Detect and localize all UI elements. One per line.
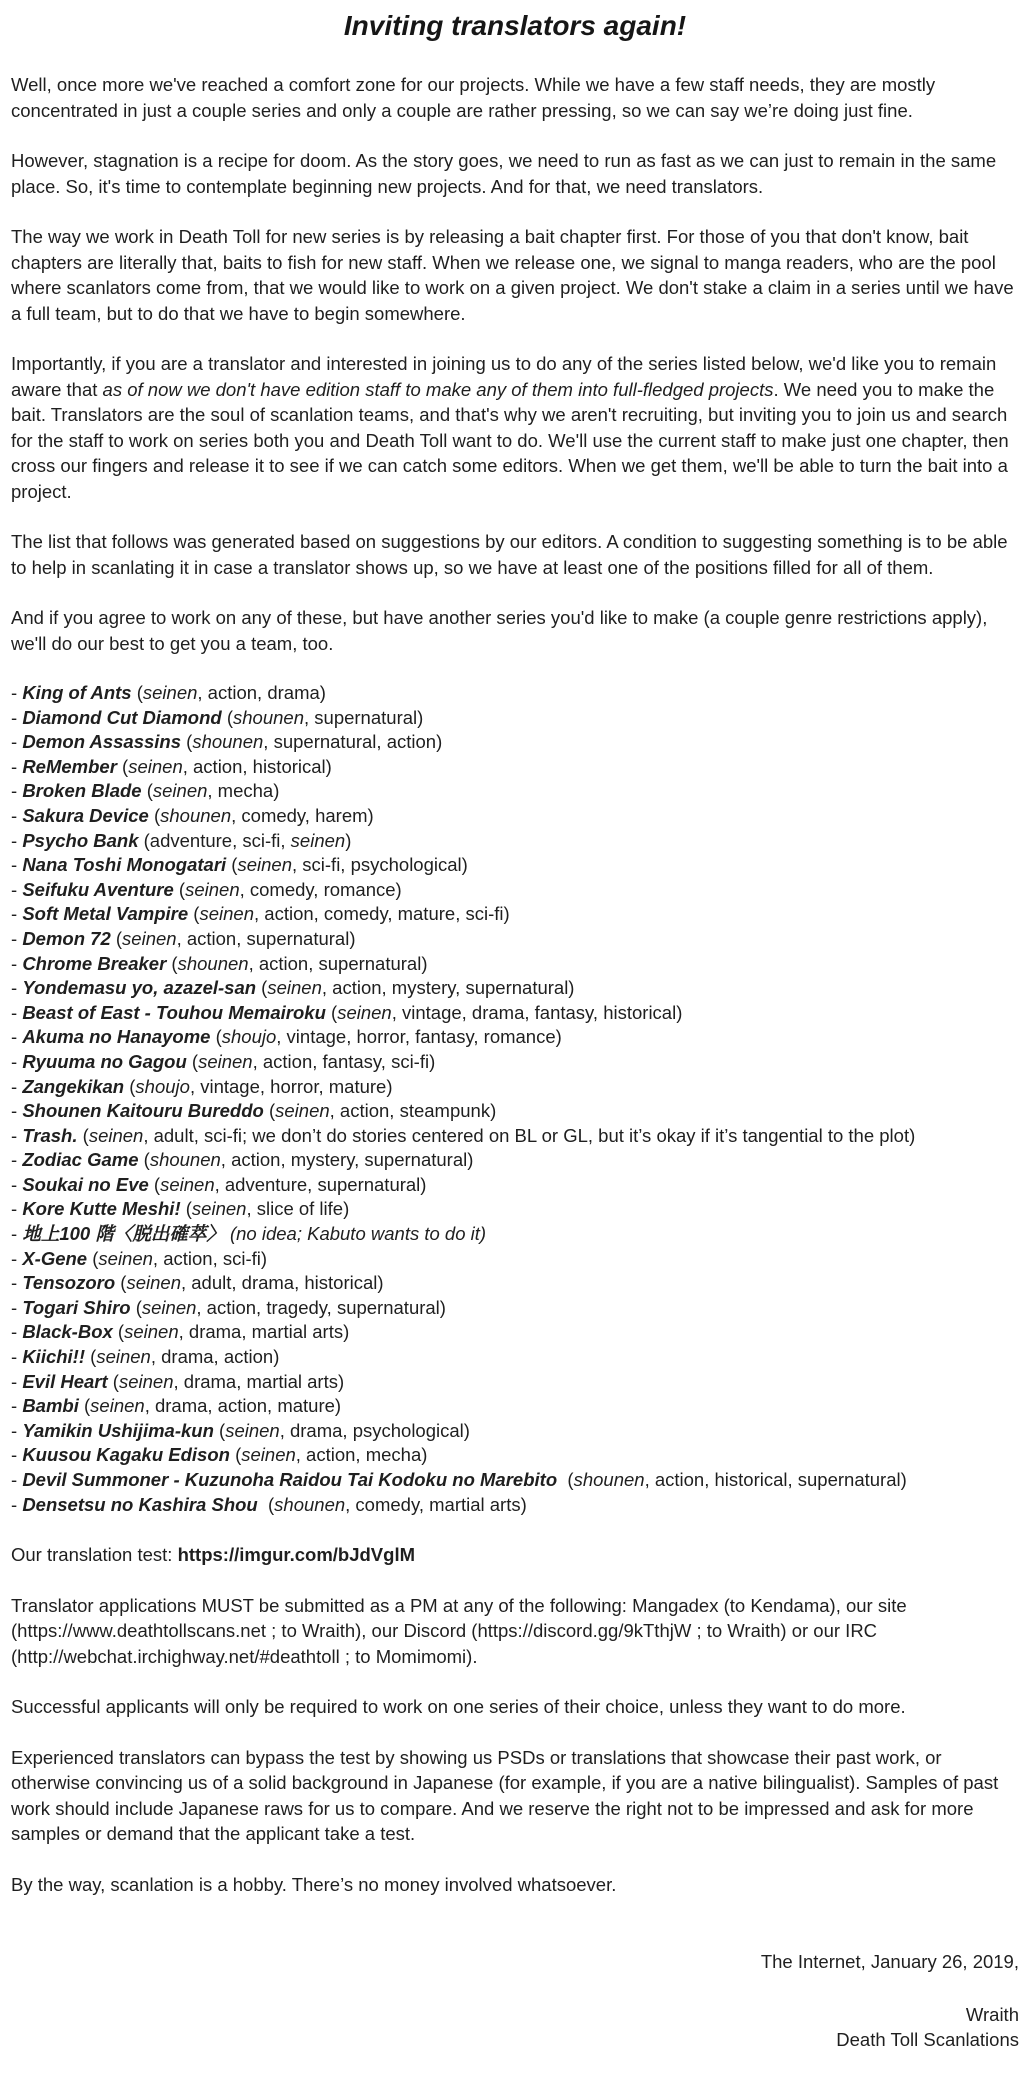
text-segment: seinen [118,1370,174,1392]
series-title: Demon 72 [22,927,111,949]
text-segment: seinen [98,1247,153,1269]
text-segment: seinen [290,829,346,851]
text-segment: - [11,1346,23,1368]
text-segment: ( [210,1026,222,1048]
series-item [11,1271,1019,1296]
text-segment: ( [263,1100,276,1122]
text-segment: , drama, action, mature) [144,1395,342,1417]
text-segment: ( [148,804,161,826]
text-segment: - [11,1296,23,1318]
series-title: ReMember [22,755,117,777]
text-segment: Experienced translators can bypass the test by showing us PSDs or translations that showcase their past work, or otherwise convincing us of a solid background in Japanese (for example, if you are a native bilingualist). Samples of past work should include Japanese raws for us to compare. And we reserve the right not to be impressed and ask for more samples or demand that the applicant take a test. [11,1746,1004,1845]
text-segment: seinen [126,1272,181,1294]
text-segment: seinen [237,854,292,876]
series-item [11,1197,1019,1222]
text-segment: ( [148,1173,161,1195]
series-title: Nana Toshi Monogatari [22,854,227,876]
text-segment: ( [115,1272,127,1294]
text-segment: shounen [233,706,304,728]
text-segment: Translator applications MUST be submitted as a PM at any of the following: Mangadex (to Kendama), our site (https://www.deathtollscans.net ; to Wraith), our Discord (https://discord.gg/9kTthjW ; to Wraith) or our IRC (http://webchat.irchighway.net/#deathtoll ; to Momimomi). [11,1594,912,1667]
text-segment: , mecha) [207,780,280,802]
text-segment: - [11,1419,23,1441]
series-item [11,1296,1019,1321]
text-segment: ( [141,780,153,802]
series-item [11,902,1019,927]
series-title: Kore Kutte Meshi! [22,1198,181,1220]
text-segment: - [11,706,23,728]
text-segment: shounen [573,1469,645,1490]
text-segment: ( [124,1075,136,1097]
paragraph-hobby [11,1872,1019,1898]
paragraph-other-series [11,605,1019,656]
text-segment: , drama, martial arts) [178,1321,350,1343]
text-segment: shoujo [221,1026,277,1048]
text-segment: , vintage, horror, mature) [189,1075,393,1097]
series-title: Densetsu no Kashira Shou [22,1493,258,1515]
text-segment: shounen [149,1149,221,1171]
text-segment: - [11,952,23,974]
text-segment: - [11,804,23,826]
text-segment: , action, mecha) [295,1444,428,1466]
text-segment: , adventure, supernatural) [214,1173,427,1195]
series-item [11,952,1019,977]
text-segment: , supernatural, action) [263,731,443,753]
series-item [11,804,1019,829]
text-segment: ( [181,731,193,753]
series-title: Zangekikan [22,1075,125,1097]
series-title: Chrome Breaker [22,952,167,974]
series-item [11,755,1019,780]
text-segment: as of now we don't have edition staff to make any of them into full-fledged projects [102,378,774,400]
series-item [11,1419,1019,1444]
series-title: Yamikin Ushijima-kun [22,1419,214,1441]
series-title: Black-Box [22,1321,113,1343]
paragraph-importantly [11,351,1019,504]
text-segment: seinen [128,755,183,777]
text-segment: shounen [274,1493,346,1515]
text-segment: - [11,1370,23,1392]
series-title: Zodiac Game [22,1149,139,1171]
series-title: Bambi [22,1395,79,1417]
paragraph-bait-chapter [11,224,1019,326]
text-segment: , slice of life) [246,1198,350,1220]
series-item [11,1148,1019,1173]
text-segment: The way we work in Death Toll for new series is by releasing a bait chapter first. For those of you that don't know, bait chapters are literally that, baits to fish for new staff. When we release one, we signal to manga readers, who are the pool where scanlators come from, that we would like to work on a given project. We don't stake a claim in a series until we have a full team, but to do that we have to begin somewhere. [11,226,1019,324]
page-title: Inviting translators again! [343,10,687,41]
text-segment: Well, once more we've reached a comfort zone for our projects. While we have a few staff needs, they are mostly concentrated in just a couple series and only a couple are rather pressing, so we can say we’re doing just fine. [11,74,941,121]
series-title: Kuusou Kagaku Edison [22,1444,230,1466]
series-title: Devil Summoner - Kuzunoha Raidou Tai Kodoku no Marebito [22,1469,558,1490]
text-segment: seinen [185,878,240,900]
series-item [11,1247,1019,1272]
text-segment: Our translation test: [11,1544,178,1566]
series-title: Akuma no Hanayome [22,1026,211,1048]
text-segment: ( [77,1124,89,1146]
signature-group: Death Toll Scanlations [836,2029,1019,2051]
text-segment: , action, steampunk) [329,1100,497,1122]
text-segment: ( [221,706,234,728]
text-segment: , action, fantasy, sci-fi) [252,1050,436,1072]
text-segment: However, stagnation is a recipe for doom. As the story goes, we need to run as fast as we can just to remain in the same place. So, it's time to contemplate beginning new projects. And for that, we need translators. [11,150,1002,197]
series-item [11,1493,1019,1518]
text-segment: https://imgur.com/bJdVglM [177,1544,415,1566]
text-segment: - [11,1026,23,1048]
series-item [11,730,1019,755]
series-item [11,976,1019,1001]
series-item [11,1124,1019,1149]
text-segment: The list that follows was generated based on suggestions by our editors. A condition to suggesting something is to be able to help in scanlating it in case a translator shows up, so we have at least one of the positions filled for all of them. [11,531,1013,578]
text-segment: , action, mystery, supernatural) [321,977,575,999]
series-title: Demon Assassins [22,731,181,753]
text-segment: Successful applicants will only be required to work on one series of their choice, unless they want to do more. [11,1696,906,1718]
text-segment: ( [257,1493,275,1515]
text-segment: - [11,755,23,777]
text-segment: - [11,829,23,851]
series-item [11,1075,1019,1100]
series-title: Togari Shiro [22,1296,131,1318]
text-segment: - [11,731,23,753]
text-segment: ( [256,977,268,999]
series-title: Soukai no Eve [22,1173,149,1195]
text-segment: , action, sci-fi) [152,1247,268,1269]
series-item [11,1001,1019,1026]
text-segment: seinen [160,1173,215,1195]
text-segment: - [11,878,23,900]
series-item [11,681,1019,706]
series-item [11,1173,1019,1198]
series-title: Tensozoro [22,1272,116,1294]
text-segment: , action, historical, supernatural) [644,1469,907,1490]
series-item [11,927,1019,952]
signature-block [11,1949,1019,2053]
series-item [11,1222,1019,1247]
series-title: Beast of East - Touhou Memairoku [22,1001,326,1023]
text-segment: - [11,1223,23,1245]
series-title: Yondemasu yo, azazel-san [22,977,257,999]
series-item [11,1468,1019,1493]
text-segment: ( [78,1395,91,1417]
text-segment: seinen [199,903,254,925]
text-segment: . We need you to make the bait. Translators are the soul of scanlation teams, and that's why we aren't recruiting, but inviting you to join us and search for the staff to work on series both you and Death Toll want to do. We'll use the current staff to make just one chapter, then cross our fingers and release it to see if we can catch some editors. When we get them, we'll be able to turn the bait into a project. [11,378,1014,502]
series-title: Diamond Cut Diamond [22,706,222,728]
text-segment: , comedy, harem) [231,804,374,826]
series-title: 地上100 階〈脱出確萃〉 [22,1223,225,1245]
series-title: Sakura Device [22,804,149,826]
series-item [11,878,1019,903]
series-item [11,1320,1019,1345]
text-segment: - [11,977,23,999]
text-segment: ( [131,682,143,703]
text-segment: , action, mystery, supernatural) [220,1149,474,1171]
text-segment: shounen [177,952,249,974]
text-segment: , comedy, martial arts) [345,1493,527,1515]
text-segment: ( [87,1247,99,1269]
text-segment: , sci-fi, psychological) [292,854,468,876]
signature-author: Wraith [965,2003,1019,2025]
series-item [11,1099,1019,1124]
paragraph-successful-applicants [11,1694,1019,1720]
text-segment: seinen [96,1346,151,1368]
text-segment: - [11,1124,23,1146]
text-segment: ( [85,1346,97,1368]
text-segment: , supernatural) [304,706,424,728]
text-segment: ( [226,854,238,876]
series-item [11,1394,1019,1419]
text-segment: shoujo [135,1075,190,1097]
text-segment: seinen [122,927,177,949]
text-segment: ( [130,1296,142,1318]
text-segment: - [11,1050,23,1072]
series-title: Shounen Kaitouru Bureddo [22,1100,264,1122]
text-segment: seinen [275,1100,330,1122]
text-segment: , action, tragedy, supernatural) [196,1296,446,1318]
text-segment: - [11,1444,23,1466]
text-segment: , comedy, romance) [239,878,402,900]
text-segment: - [11,1272,23,1294]
text-segment: , vintage, drama, fantasy, historical) [391,1001,683,1023]
series-item [11,829,1019,854]
text-segment: - [11,1493,23,1515]
text-segment: ( [325,1001,338,1023]
text-segment: , drama, martial arts) [173,1370,345,1392]
text-segment: - [11,1395,23,1417]
text-segment: seinen [225,1419,280,1441]
text-segment: ( [186,1050,199,1072]
text-segment: , adult, sci-fi; we don’t do stories centered on BL or GL, but it’s okay if it’s tangential to the plot) [143,1124,916,1146]
series-title: Ryuuma no Gagou [22,1050,187,1072]
series-item [11,706,1019,731]
text-segment: - [11,903,23,925]
text-segment: seinen [267,977,322,999]
text-segment: - [11,1173,23,1195]
series-item [11,1025,1019,1050]
text-segment: - [11,927,23,949]
text-segment: (no idea; Kabuto wants to do it) [224,1223,487,1245]
series-title: Seifuku Aventure [22,878,174,900]
text-segment: - [11,780,23,802]
series-title: Kiichi!! [22,1346,86,1368]
text-segment: - [11,1198,23,1220]
text-segment: ( [180,1198,192,1220]
text-segment: seinen [152,780,208,802]
text-segment: seinen [124,1321,179,1343]
text-segment: ( [188,903,200,925]
text-segment: ( [112,1321,125,1343]
series-title: Broken Blade [22,780,142,802]
text-segment: , action, supernatural) [176,927,356,949]
paragraph-comfort-zone [11,72,1019,123]
series-item [11,1370,1019,1395]
text-segment: ( [229,1444,242,1466]
text-segment: ( [557,1469,574,1490]
series-item [11,779,1019,804]
text-segment: (adventure, sci-fi, [138,829,291,851]
text-segment: seinen [241,1444,296,1466]
text-segment: , drama, psychological) [279,1419,470,1441]
text-segment: ( [166,952,178,974]
text-segment: seinen [142,682,198,703]
text-segment: Importantly, if you are a translator and interested in joining us to do any of the series listed below, we'd like you to remain aware that [11,353,1002,400]
text-segment: shounen [160,804,232,826]
series-title: Evil Heart [22,1370,108,1392]
text-segment: And if you agree to work on any of these, but have another series you'd like to make (a couple genre restrictions apply), we'll do our best to get you a team, too. [11,607,993,654]
series-title: Trash. [22,1124,78,1146]
series-item [11,1345,1019,1370]
series-title: Soft Metal Vampire [22,903,189,925]
text-segment: - [11,682,23,703]
text-segment: - [11,854,23,876]
text-segment: ( [107,1370,119,1392]
series-title: King of Ants [22,682,132,703]
series-item [11,853,1019,878]
signature-date: The Internet, January 26, 2019, [760,1951,1019,1973]
text-segment: , drama, action) [150,1346,280,1368]
text-segment: - [11,1247,23,1269]
text-segment: seinen [90,1395,145,1417]
text-segment: - [11,1075,23,1097]
text-segment: ) [345,829,352,851]
text-segment: ( [213,1419,226,1441]
text-segment: - [11,1469,23,1490]
paragraph-experienced-translators [11,1745,1019,1847]
series-item [11,1443,1019,1468]
text-segment: , action, supernatural) [248,952,428,974]
text-segment: , action, comedy, mature, sci-fi) [254,903,510,925]
paragraph-stagnation [11,148,1019,199]
text-segment: By the way, scanlation is a hobby. There’s no money involved whatsoever. [11,1873,617,1895]
text-segment: - [11,1321,23,1343]
text-segment: - [11,1149,23,1171]
text-segment: , vintage, horror, fantasy, romance) [276,1026,562,1048]
text-segment: , adult, drama, historical) [180,1272,384,1294]
paragraph-translation-test [11,1542,1019,1568]
text-segment: ( [116,755,129,777]
text-segment: , action, historical) [182,755,332,777]
series-title: X-Gene [22,1247,88,1269]
text-segment: seinen [198,1050,253,1072]
text-segment: ( [173,878,186,900]
text-segment: ( [138,1149,150,1171]
text-segment: seinen [191,1198,247,1220]
series-list [11,681,1019,1517]
text-segment: - [11,1001,23,1023]
text-segment: shounen [192,731,264,753]
text-segment: ( [110,927,123,949]
text-segment: seinen [337,1001,392,1023]
text-segment: seinen [141,1296,197,1318]
text-segment: , action, drama) [197,682,326,703]
text-segment: seinen [88,1124,144,1146]
series-item [11,1050,1019,1075]
series-title: Psycho Bank [22,829,139,851]
text-segment: - [11,1100,23,1122]
paragraph-list-origin [11,529,1019,580]
paragraph-applications [11,1593,1019,1670]
